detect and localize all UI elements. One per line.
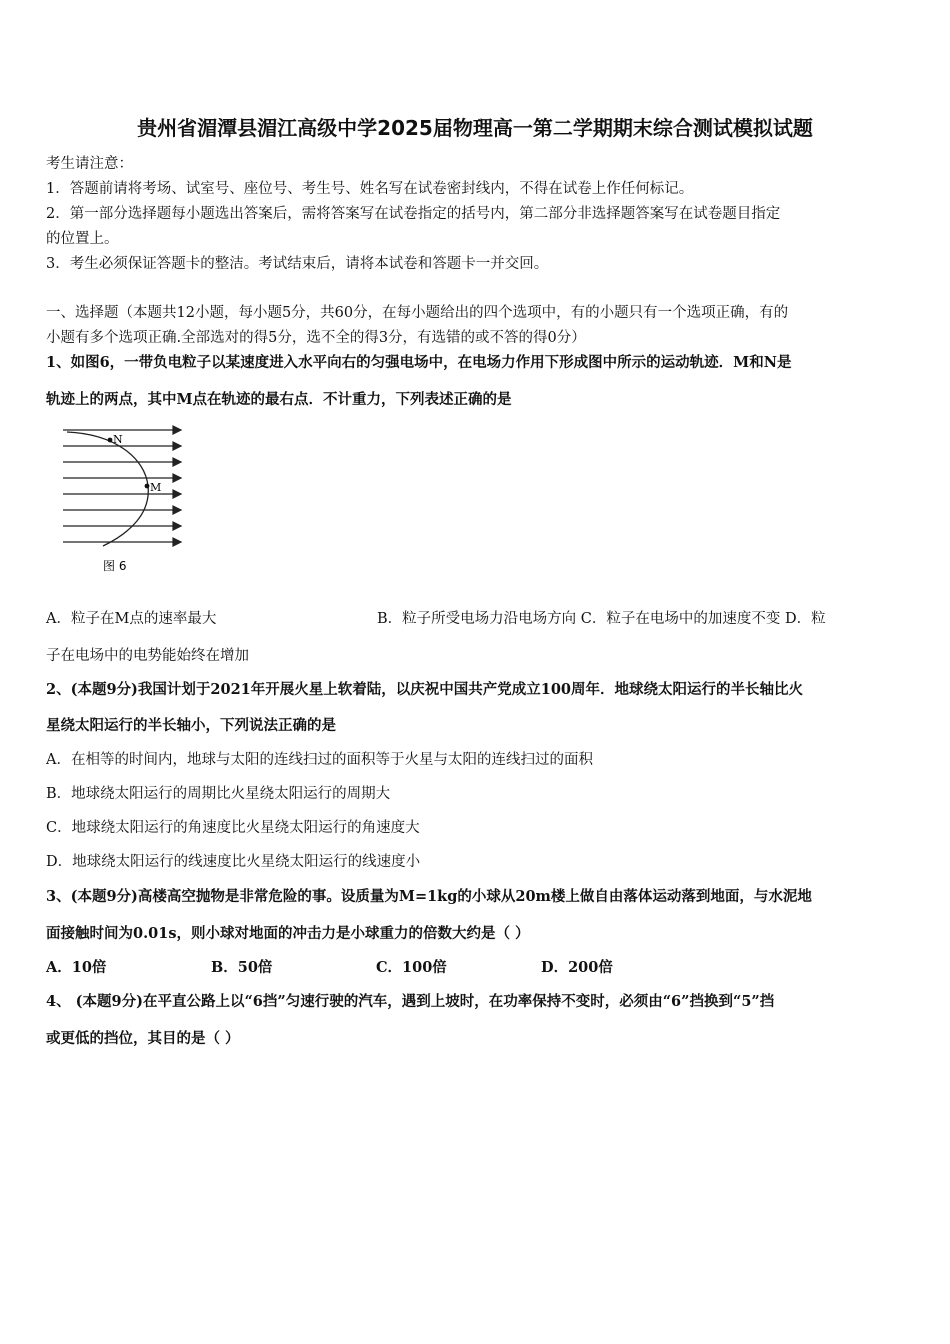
notice-item: 1．答题前请将考场、试室号、座位号、考生号、姓名写在试卷密封线内，不得在试卷上作任何标记。	[46, 181, 694, 197]
question-2-option: D．地球绕太阳运行的线速度比火星绕太阳运行的线速度小	[46, 854, 421, 870]
field-arrow	[173, 458, 181, 466]
field-arrow	[173, 538, 181, 546]
field-arrow	[173, 490, 181, 498]
page-title: 贵州省湄潭县湄江高级中学2025届物理高一第二学期期末综合测试模拟试题	[137, 116, 813, 140]
question-2-stem-cont: 星绕太阳运行的半长轴小，下列说法正确的是	[46, 717, 336, 734]
question-3-stem-cont: 面接触时间为0.01s，则小球对地面的冲击力是小球重力的倍数大约是（ ）	[46, 925, 530, 942]
question-2-option: B．地球绕太阳运行的周期比火星绕太阳运行的周期大	[46, 786, 391, 802]
notice-item: 的位置上。	[46, 231, 119, 247]
question-3-option-c: C．100倍	[376, 959, 447, 976]
question-1-stem: 1、如图6，一带负电粒子以某速度进入水平向右的匀强电场中，在电场力作用下形成图中所示的运动轨迹．M和N是	[46, 354, 792, 371]
question-3-option-d: D．200倍	[541, 959, 613, 976]
figure-caption: 图 6	[103, 559, 127, 573]
question-3-stem: 3、(本题9分)高楼高空抛物是非常危险的事。设质量为M=1kg的小球从20m楼上做自由落体运动落到地面，与水泥地	[46, 888, 812, 905]
point-n	[108, 438, 113, 443]
question-2-stem: 2、(本题9分)我国计划于2021年开展火星上软着陆，以庆祝中国共产党成立100周年．地球绕太阳运行的半长轴比火	[46, 681, 804, 698]
section-heading: 一、选择题（本题共12小题，每小题5分，共60分，在每小题给出的四个选项中，有的小题只有一个选项正确，有的	[46, 305, 789, 321]
label-m: M	[150, 481, 162, 494]
section-heading-cont: 小题有多个选项正确.全部选对的得5分，选不全的得3分，有选错的或不答的得0分）	[46, 330, 586, 346]
question-4-stem: 4、 (本题9分)在平直公路上以“6挡”匀速行驶的汽车，遇到上坡时，在功率保持不变时，必须由“6”挡换到“5”挡	[46, 993, 775, 1010]
field-arrow	[173, 506, 181, 514]
question-2-option: C．地球绕太阳运行的角速度比火星绕太阳运行的角速度大	[46, 820, 420, 836]
question-1-option-a: A．粒子在M点的速率最大	[46, 611, 217, 627]
field-arrow	[173, 522, 181, 530]
field-arrow	[173, 442, 181, 450]
point-m	[145, 484, 150, 489]
question-2-option: A．在相等的时间内，地球与太阳的连线扫过的面积等于火星与太阳的连线扫过的面积	[46, 752, 593, 768]
question-3-option-b: B．50倍	[211, 959, 273, 976]
question-1-stem-cont: 轨迹上的两点，其中M点在轨迹的最右点．不计重力，下列表述正确的是	[46, 391, 512, 408]
notice-item: 2．第一部分选择题每小题选出答案后，需将答案写在试卷指定的括号内，第二部分非选择题答案写在试卷题目指定	[46, 206, 781, 222]
question-1-options-bcd: B．粒子所受电场力沿电场方向 C．粒子在电场中的加速度不变 D．粒	[377, 611, 826, 627]
notice-heading: 考生请注意：	[46, 156, 133, 172]
figure-6-electric-field	[55, 418, 190, 583]
field-arrow	[173, 426, 181, 434]
question-3-option-a: A．10倍	[46, 959, 107, 976]
question-1-option-d-cont: 子在电场中的电势能始终在增加	[46, 648, 249, 664]
trajectory-curve	[67, 432, 148, 546]
notice-item: 3．考生必须保证答题卡的整洁。考试结束后，请将本试卷和答题卡一并交回。	[46, 256, 549, 272]
field-arrow	[173, 474, 181, 482]
question-4-stem-cont: 或更低的挡位，其目的是（ ）	[46, 1030, 240, 1047]
label-n: N	[113, 433, 123, 446]
